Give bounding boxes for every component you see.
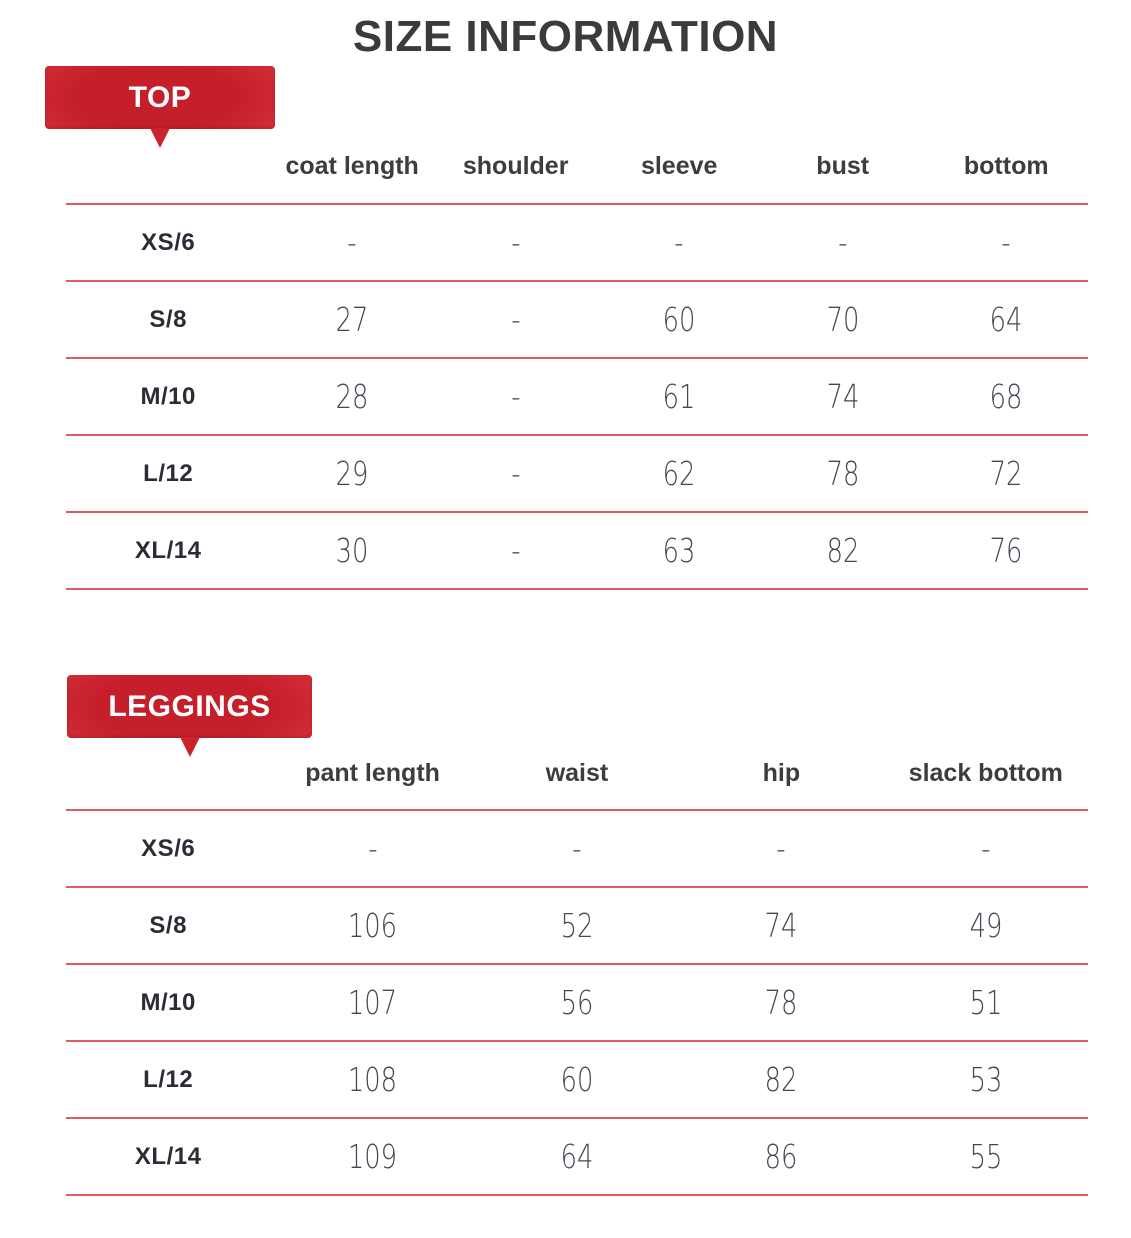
size-label: XS/6	[66, 810, 270, 887]
cell-value: 60	[662, 300, 696, 339]
cell-value: 29	[335, 454, 369, 493]
column-header-hip: hip	[679, 738, 883, 810]
size-label: L/12	[66, 435, 270, 512]
cell-value: 49	[969, 906, 1003, 945]
badge-pointer-icon	[150, 128, 170, 148]
top-badge-label: TOP	[128, 81, 192, 114]
cell-value: 76	[989, 531, 1023, 570]
top-section	[0, 66, 1131, 590]
top-badge	[45, 66, 275, 129]
cell-value: 27	[335, 300, 369, 339]
cell-value: -	[572, 829, 582, 868]
top-size-table	[66, 129, 1088, 590]
table-row-s8	[66, 887, 1088, 964]
table-row-s8	[66, 281, 1088, 358]
column-header-shoulder: shoulder	[434, 129, 598, 204]
cell-value: -	[511, 377, 521, 416]
cell-value: 60	[560, 1060, 594, 1099]
cell-value: 86	[764, 1137, 798, 1176]
cell-value: -	[1001, 223, 1011, 262]
cell-value: 78	[764, 983, 798, 1022]
cell-value: 82	[826, 531, 860, 570]
leggings-badge-label: LEGGINGS	[108, 690, 271, 723]
column-header-bust: bust	[761, 129, 925, 204]
cell-value: 108	[348, 1060, 398, 1099]
corner-cell	[66, 738, 270, 810]
size-label: L/12	[66, 1041, 270, 1118]
cell-value: -	[511, 300, 521, 339]
cell-value: -	[367, 829, 378, 868]
cell-value: 52	[560, 906, 594, 945]
column-header-pant-length: pant length	[270, 738, 474, 810]
cell-value: -	[776, 829, 787, 868]
cell-value: 74	[826, 377, 860, 416]
cell-value: 63	[662, 531, 696, 570]
badge-pointer-icon	[180, 737, 200, 757]
cell-value: 55	[969, 1137, 1003, 1176]
table-row-xl14	[66, 512, 1088, 589]
cell-value: 53	[969, 1060, 1003, 1099]
table-row-xs6	[66, 204, 1088, 281]
cell-value: 30	[335, 531, 369, 570]
cell-value: 70	[826, 300, 860, 339]
table-row-m10	[66, 358, 1088, 435]
cell-value: -	[511, 531, 521, 570]
table-row-l12	[66, 1041, 1088, 1118]
cell-value: -	[511, 454, 521, 493]
cell-value: 68	[989, 377, 1023, 416]
size-label: XL/14	[66, 512, 270, 589]
cell-value: -	[981, 829, 991, 868]
size-label: XL/14	[66, 1118, 270, 1195]
size-label: M/10	[66, 358, 270, 435]
cell-value: 78	[826, 454, 860, 493]
cell-value: 107	[348, 983, 398, 1022]
cell-value: -	[674, 223, 684, 262]
cell-value: 106	[348, 906, 398, 945]
cell-value: -	[838, 223, 848, 262]
page-title: SIZE INFORMATION	[352, 12, 779, 61]
cell-value: 51	[969, 983, 1003, 1022]
cell-value: 74	[764, 906, 798, 945]
table-row-l12	[66, 435, 1088, 512]
leggings-badge	[67, 675, 312, 738]
column-header-bottom: bottom	[924, 129, 1088, 204]
cell-value: 109	[348, 1137, 398, 1176]
table-row-xs6	[66, 810, 1088, 887]
cell-value: 28	[335, 377, 369, 416]
cell-value: 56	[560, 983, 594, 1022]
table-row-m10	[66, 964, 1088, 1041]
cell-value: 61	[662, 377, 696, 416]
column-header-slack-bottom: slack bottom	[884, 738, 1088, 810]
leggings-size-table	[66, 738, 1088, 1196]
cell-value: 62	[662, 454, 696, 493]
cell-value: -	[511, 223, 521, 262]
cell-value: 72	[989, 454, 1023, 493]
cell-value: 64	[989, 300, 1023, 339]
size-label: S/8	[66, 887, 270, 964]
column-header-coat-length: coat length	[270, 129, 434, 204]
column-header-waist: waist	[475, 738, 679, 810]
size-label: S/8	[66, 281, 270, 358]
table-row-xl14	[66, 1118, 1088, 1195]
column-header-sleeve: sleeve	[597, 129, 761, 204]
cell-value: 82	[764, 1060, 798, 1099]
size-label: M/10	[66, 964, 270, 1041]
cell-value: 64	[560, 1137, 594, 1176]
top-header-row	[66, 129, 1088, 204]
size-label: XS/6	[66, 204, 270, 281]
cell-value: -	[347, 223, 357, 262]
leggings-header-row	[66, 738, 1088, 810]
leggings-section	[0, 675, 1131, 1196]
size-information-page	[0, 12, 1131, 1196]
